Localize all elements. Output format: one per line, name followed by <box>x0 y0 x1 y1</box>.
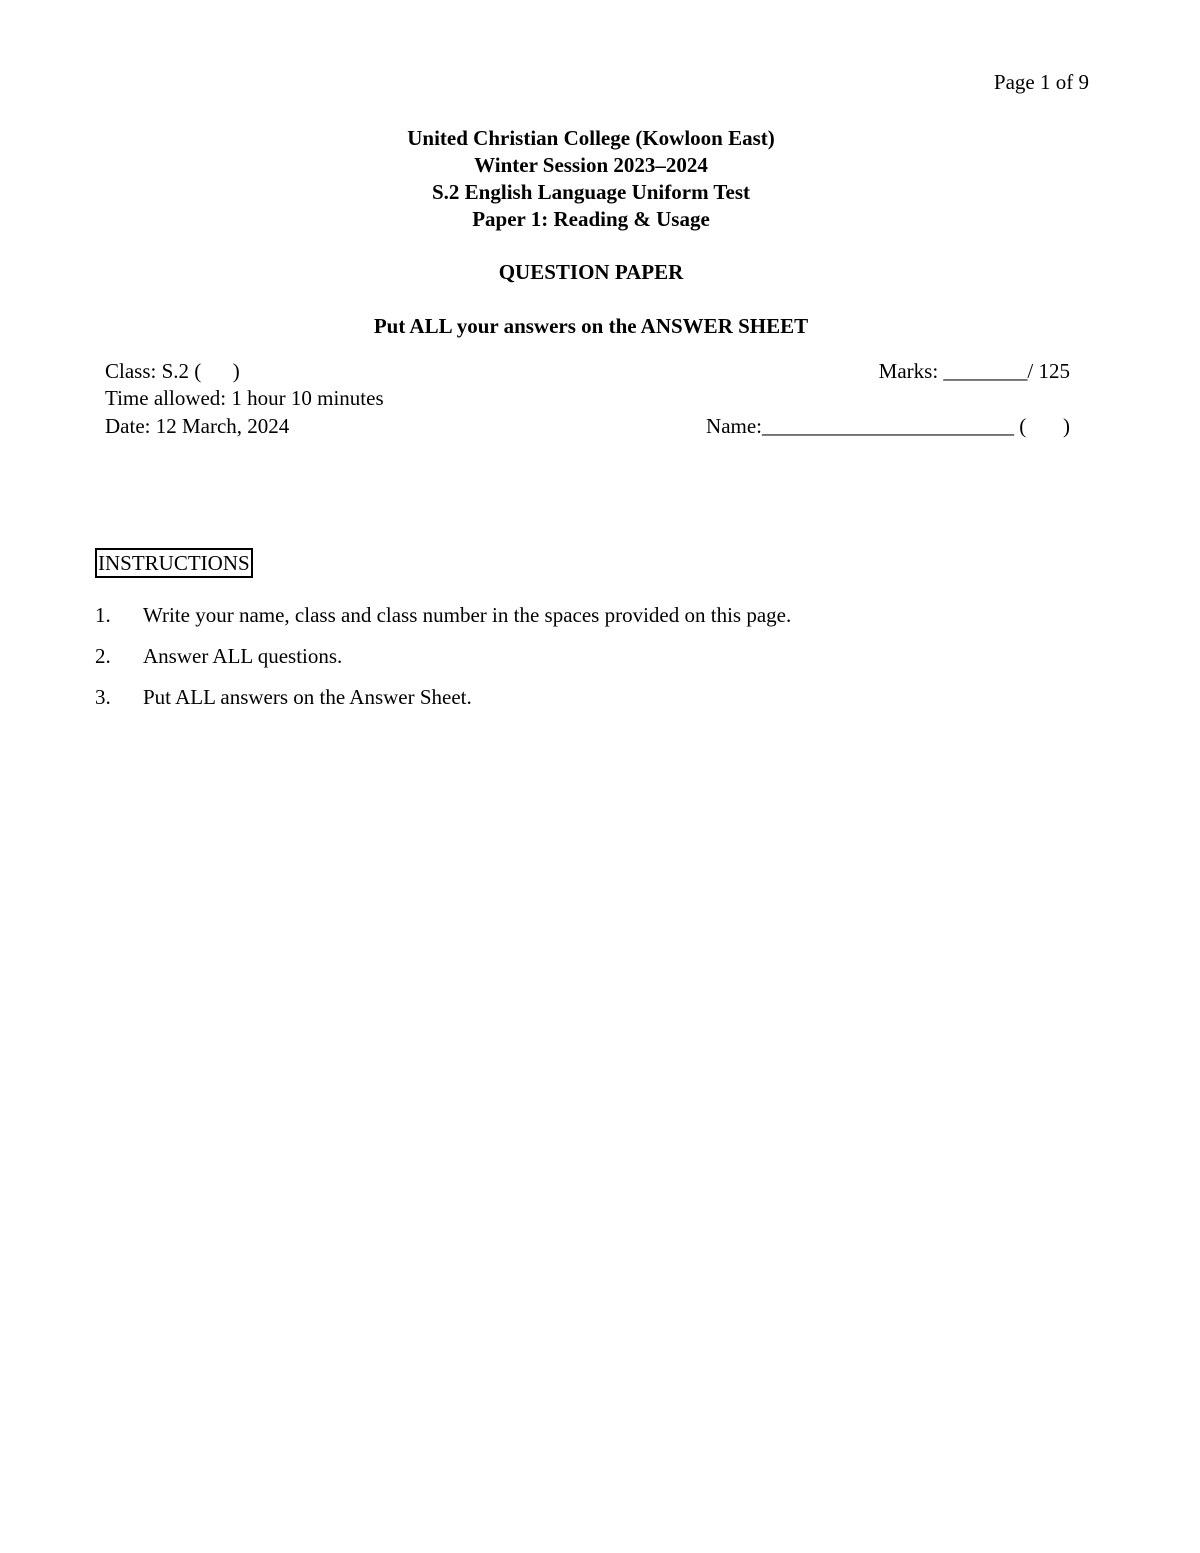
time-allowed: Time allowed: 1 hour 10 minutes <box>105 386 384 410</box>
page-number: Page 1 of 9 <box>993 70 1089 94</box>
class-field[interactable]: Class: S.2 ( ) <box>105 359 240 383</box>
instruction-text: Write your name, class and class number in the spaces provided on this page. <box>143 603 792 627</box>
question-paper-title: QUESTION PAPER <box>498 260 684 284</box>
answer-sheet-note: Put ALL your answers on the ANSWER SHEET <box>373 314 809 338</box>
instruction-number: 2. <box>95 644 111 668</box>
name-field[interactable]: Name:________________________ ( ) <box>706 414 1070 438</box>
paper-title: Paper 1: Reading & Usage <box>472 207 710 231</box>
date: Date: 12 March, 2024 <box>105 414 290 438</box>
marks-field[interactable]: Marks: ________/ 125 <box>878 359 1070 383</box>
instruction-text: Answer ALL questions. <box>143 644 343 668</box>
instruction-number: 3. <box>95 685 111 709</box>
exam-heading <box>0 125 1182 233</box>
instructions-title: INSTRUCTIONS <box>95 548 253 578</box>
school-name: United Christian College (Kowloon East) <box>407 126 775 150</box>
session-title: Winter Session 2023–2024 <box>474 153 708 177</box>
instruction-text: Put ALL answers on the Answer Sheet. <box>143 685 472 709</box>
instruction-number: 1. <box>95 603 111 627</box>
test-title: S.2 English Language Uniform Test <box>432 180 750 204</box>
